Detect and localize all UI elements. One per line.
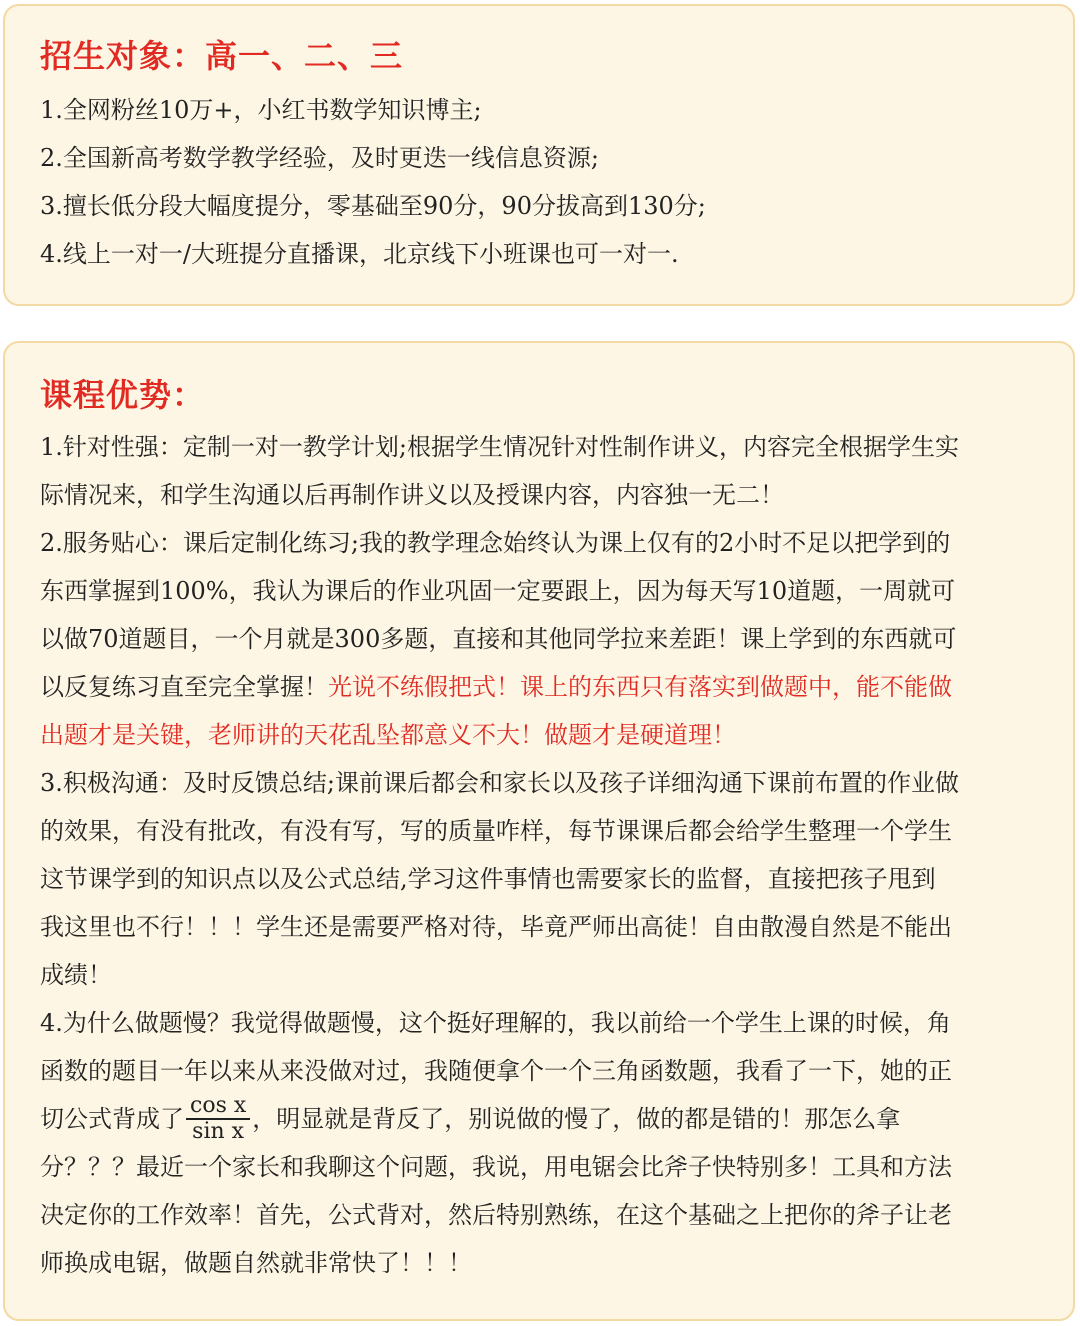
advantage-1-line: 际情况来，和学生沟通以后再制作讲义以及授课内容，内容独一无二！ xyxy=(40,481,784,509)
advantage-2-line: 以做70道题目，一个月就是300多题，直接和其他同学拉来差距！课上学到的东西就可 xyxy=(40,625,957,653)
fraction-formula xyxy=(186,1095,250,1143)
advantage-2-highlight: 出题才是关键，老师讲的天花乱坠都意义不大！做题才是硬道理！ xyxy=(40,721,736,749)
advantage-2-line xyxy=(40,663,1053,711)
advantage-2-line: 东西掌握到100%，我认为课后的作业巩固一定要跟上，因为每天写10道题，一周就可 xyxy=(40,577,956,605)
advantage-4-text: ，明显就是背反了，别说做的慢了，做的都是错的！那怎么拿 xyxy=(252,1105,901,1133)
advantage-2-highlight: 光说不练假把式！课上的东西只有落实到做题中，能不能做 xyxy=(328,673,952,701)
advantage-4-line: 师换成电锯，做题自然就非常快了！！！ xyxy=(40,1249,472,1277)
advantage-4-line: 分？？？最近一个家长和我聊这个问题，我说，用电锯会比斧子快特别多！工具和方法 xyxy=(40,1153,952,1181)
advantage-4-line xyxy=(40,1095,1053,1143)
advantage-4-line: 函数的题目一年以来从来没做对过，我随便拿个一个三角函数题，我看了一下，她的正 xyxy=(40,1057,952,1085)
advantage-2-text: 以反复练习直至完全掌握！ xyxy=(40,673,328,701)
enrollment-item-3: 3.擅长低分段大幅度提分，零基础至90分，90分拔高到130分; xyxy=(40,192,706,220)
fraction-denominator: sin x xyxy=(192,1118,245,1143)
advantage-4-text: 切公式背成了 xyxy=(40,1105,184,1133)
enrollment-item-4: 4.线上一对一/大班提分直播课，北京线下小班课也可一对一. xyxy=(40,240,679,268)
advantage-3-line: 3.积极沟通：及时反馈总结;课前课后都会和家长以及孩子详细沟通下课前布置的作业做 xyxy=(40,769,959,797)
fraction-numerator: cos x xyxy=(186,1095,250,1120)
enrollment-item-1: 1.全网粉丝10万+，小红书数学知识博主; xyxy=(40,96,482,124)
course-advantages-heading: 课程优势： xyxy=(40,376,206,414)
course-advantages-text xyxy=(40,423,1053,1287)
advantage-3-line: 这节课学到的知识点以及公式总结,学习这件事情也需要家长的监督，直接把孩子甩到 xyxy=(40,865,936,893)
enrollment-heading: 招生对象：高一、二、三 xyxy=(40,37,404,75)
advantage-3-line: 成绩！ xyxy=(40,961,112,989)
advantage-4-line: 决定你的工作效率！首先，公式背对，然后特别熟练，在这个基础之上把你的斧子让老 xyxy=(40,1201,952,1229)
advantage-3-line: 我这里也不行！！！学生还是需要严格对待，毕竟严师出高徒！自由散漫自然是不能出 xyxy=(40,913,952,941)
advantage-2-line: 2.服务贴心：课后定制化练习;我的教学理念始终认为课上仅有的2小时不足以把学到的 xyxy=(40,529,951,557)
advantage-3-line: 的效果，有没有批改，有没有写，写的质量咋样，每节课课后都会给学生整理一个学生 xyxy=(40,817,952,845)
course-advantages-card xyxy=(3,341,1075,1321)
enrollment-list xyxy=(40,86,1053,278)
advantage-1-line: 1.针对性强：定制一对一教学计划;根据学生情况针对性制作讲义，内容完全根据学生实 xyxy=(40,433,959,461)
advantage-4-line: 4.为什么做题慢？我觉得做题慢，这个挺好理解的，我以前给一个学生上课的时候，角 xyxy=(40,1009,951,1037)
enrollment-item-2: 2.全国新高考数学教学经验，及时更迭一线信息资源; xyxy=(40,144,599,172)
enrollment-card xyxy=(3,4,1075,306)
